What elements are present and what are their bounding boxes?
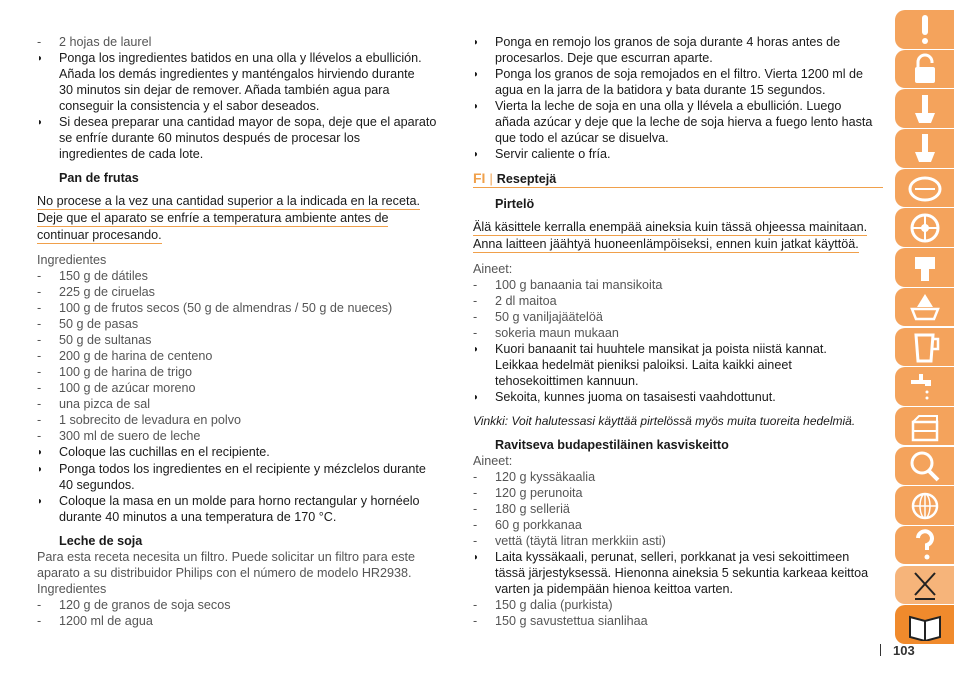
- bullet-icon: ◗: [37, 464, 44, 475]
- text-line: Laita kyssäkaali, perunat, selleri, porkkanat ja vesi sekoittimeen: [495, 550, 850, 564]
- citrus-press-icon: [907, 291, 943, 323]
- list-item: - 50 g de sultanas: [37, 333, 152, 347]
- section-heading-shake: Pirtelö: [495, 197, 535, 211]
- grating-disc-icon: [907, 212, 943, 244]
- bullet-icon: ◗: [473, 37, 480, 48]
- storage-icon: [907, 410, 943, 442]
- list-item: - una pizca de sal: [37, 397, 151, 411]
- bullet-step: [473, 549, 883, 597]
- list-item: - 50 g vaniljajäätelöä: [473, 310, 603, 324]
- soy-ingredients-list: [37, 597, 445, 629]
- text-line: continuar procesando.: [37, 228, 162, 242]
- bullet-step: [37, 461, 445, 493]
- text-line: Ponga todos los ingredientes en el recipiente y mézclelos durante: [59, 462, 426, 476]
- shake-note: [473, 219, 883, 253]
- soup-ingredients-list: [473, 469, 883, 549]
- soup-step: [473, 549, 883, 597]
- text-line: agua en la jarra de la batidora y bata durante 15 segundos.: [495, 83, 826, 97]
- text-line: No procese a la vez una cantidad superior a la indicada en la receta.: [37, 194, 420, 208]
- slicing-disc-icon: [907, 172, 943, 204]
- language-header: [473, 170, 883, 188]
- bullet-icon: ◗: [37, 53, 44, 64]
- text-line: Si desea preparar una cantidad mayor de sopa, deje que el aparato: [59, 115, 437, 129]
- text-line: Servir caliente o fría.: [495, 147, 611, 161]
- left-column: [37, 34, 445, 629]
- text-line: durante 40 minutos a una temperatura de 170 °C.: [59, 510, 337, 524]
- language-code: FI: [473, 170, 486, 186]
- soy-intro: [37, 549, 445, 581]
- section-heading-soy-milk: Leche de soja: [59, 534, 143, 548]
- recipe-book-icon: [907, 609, 943, 641]
- list-item: - vettä (täytä litran merkkiin asti): [473, 534, 666, 548]
- bullet-icon: ◗: [37, 496, 44, 507]
- list-item: - sokeria maun mukaan: [473, 326, 619, 340]
- text-line: 40 segundos.: [59, 478, 135, 492]
- bullet-icon: ◗: [473, 552, 480, 563]
- sidebar-tab: [895, 50, 954, 89]
- soup-steps: [37, 50, 445, 162]
- text-line: Ponga en remojo los granos de soja durante 4 horas antes de: [495, 35, 841, 49]
- sidebar-tab: [895, 486, 954, 525]
- text-line: Para esta receta necesita un filtro. Puede solicitar un filtro para este: [37, 550, 416, 564]
- fruit-note: [37, 193, 445, 244]
- soup-ingredients-list-2: [473, 597, 883, 629]
- text-line: se enfríe durante 60 minutos después de procesar los: [59, 131, 361, 145]
- section-heading-soup: Ravitseva budapestiläinen kasviskeitto: [495, 438, 729, 452]
- list-item: - 100 g de azúcar moreno: [37, 381, 196, 395]
- text-line: Älä käsittele kerralla enempää aineksia kuin tässä ohjeessa mainitaan.: [473, 220, 868, 234]
- blender-icon: [907, 93, 943, 125]
- list-item: - 200 g de harina de centeno: [37, 349, 213, 363]
- sidebar-tab: [895, 248, 954, 287]
- bullet-step: [473, 34, 883, 66]
- right-column: [473, 34, 883, 629]
- bullet-icon: ◗: [37, 117, 44, 128]
- sidebar-tab: [895, 89, 954, 128]
- fruit-steps: [37, 444, 445, 525]
- disposal-icon: [907, 569, 943, 601]
- list-item: - 180 g selleriä: [473, 502, 570, 516]
- list-item: - 225 g de ciruelas: [37, 285, 155, 299]
- soy-ingredients-label: Ingredientes: [37, 582, 107, 596]
- magnifier-icon: [907, 450, 943, 482]
- shake-ingredients-list: [473, 277, 883, 341]
- text-line: 30 minutos sin dejar de remover. Añada también agua para: [59, 83, 390, 97]
- bullet-step: [473, 98, 883, 146]
- sidebar-tab: [895, 566, 954, 605]
- tap-icon: [907, 370, 943, 402]
- bullet-step: [473, 389, 883, 406]
- sidebar-tab: [895, 10, 954, 49]
- text-line: tehosekoittimen kannuun.: [495, 374, 639, 388]
- list-item: - 1200 ml de agua: [37, 614, 153, 628]
- sidebar-tabs: [895, 10, 954, 645]
- sidebar-tab: [895, 605, 954, 644]
- list-item: - 120 g de granos de soja secos: [37, 598, 231, 612]
- page-number: 103: [880, 643, 915, 658]
- list-item: - 120 g perunoita: [473, 486, 583, 500]
- text-line: varten ja pidempään hienoa keittoa varten.: [495, 582, 734, 596]
- list-item: - 300 ml de suero de leche: [37, 429, 201, 443]
- soup-aineet-label: Aineet:: [473, 454, 513, 468]
- text-line: Ponga los granos de soja remojados en el filtro. Vierta 1200 ml de: [495, 67, 864, 81]
- text-line: Kuori banaanit tai huuhtele mansikat ja poista niistä kannat.: [495, 342, 827, 356]
- aineet-label: Aineet:: [473, 262, 513, 276]
- bullet-icon: ◗: [473, 392, 480, 403]
- text-line: Coloque la masa en un molde para horno rectangular y hornéelo: [59, 494, 420, 508]
- question-icon: [907, 529, 943, 561]
- list-item: - 2 dl maitoa: [473, 294, 557, 308]
- text-line: Ponga los ingredientes batidos en una olla y llévelos a ebullición.: [59, 51, 422, 65]
- exclamation-icon: [907, 13, 943, 45]
- ingredients-label: Ingredientes: [37, 253, 107, 267]
- padlock-icon: [907, 53, 943, 85]
- text-line: añada azúcar y deje que la leche de soja hierva a fuego lento hasta: [495, 115, 873, 129]
- list-item: - 100 g de frutos secos (50 g de almendras / 50 g de nueces): [37, 301, 393, 315]
- text-line: Anna laitteen jäähtyä huoneenlämpöiseksi, ennen kuin jatkat käyttöä.: [473, 237, 859, 251]
- list-item: - 2 hojas de laurel: [37, 35, 152, 49]
- jug-icon: [907, 331, 943, 363]
- list-item: - 150 g de dátiles: [37, 269, 148, 283]
- sidebar-tab: [895, 129, 954, 168]
- text-line: Deje que el aparato se enfríe a temperatura ambiente antes de: [37, 211, 389, 225]
- bullet-icon: ◗: [473, 149, 480, 160]
- fruit-ingredients-list: [37, 268, 445, 444]
- bullet-step: [37, 493, 445, 525]
- sidebar-tab: [895, 328, 954, 367]
- sidebar-tab: [895, 407, 954, 446]
- bullet-icon: ◗: [473, 344, 480, 355]
- bullet-step: [473, 146, 883, 163]
- blender-icon: [907, 132, 943, 164]
- list-item: - 150 g savustettua sianlihaa: [473, 614, 648, 628]
- list-item: - 1 sobrecito de levadura en polvo: [37, 413, 242, 427]
- text-line: tässä järjestyksessä. Hienonna aineksia 5 sekuntia karkeaa keittoa: [495, 566, 869, 580]
- text-line: procesarlos. Deje que escurran aparte.: [495, 51, 713, 65]
- tip-text: Vinkki: Voit halutessasi käyttää pirtelössä myös muita tuoreita hedelmiä.: [473, 414, 856, 428]
- text-line: Vierta la leche de soja en una olla y llévela a ebullición. Luego: [495, 99, 842, 113]
- text-line: que todo el azúcar se disuelva.: [495, 131, 669, 145]
- bullet-step: [37, 50, 445, 114]
- text-line: aparato a su distribuidor Philips con el número de modelo HR2938.: [37, 566, 412, 580]
- text-line: Coloque las cuchillas en el recipiente.: [59, 445, 270, 459]
- sidebar-tab: [895, 367, 954, 406]
- bullet-step: [473, 66, 883, 98]
- list-item: - 50 g de pasas: [37, 317, 139, 331]
- text-line: Leikkaa hedelmät pieniksi paloiksi. Laita kaikki aineet: [495, 358, 792, 372]
- text-line: Añada los demás ingredientes y manténgalos hirviendo durante: [59, 67, 415, 81]
- list-item: - 60 g porkkanaa: [473, 518, 582, 532]
- sidebar-tab: [895, 169, 954, 208]
- text-line: Sekoita, kunnes juoma on tasaisesti vaahdottunut.: [495, 390, 776, 404]
- bullet-icon: ◗: [473, 69, 480, 80]
- bullet-icon: ◗: [473, 101, 480, 112]
- sidebar-tab: [895, 288, 954, 327]
- sidebar-tab: [895, 208, 954, 247]
- list-item: - 100 g banaania tai mansikoita: [473, 278, 663, 292]
- text-line: conseguir la consistencia y el sabor deseados.: [59, 99, 320, 113]
- section-heading-fruit-bread: Pan de frutas: [59, 171, 139, 185]
- world-wide-icon: [907, 490, 943, 522]
- text-line: ingredientes de cada lote.: [59, 147, 204, 161]
- kneading-icon: [907, 251, 943, 283]
- list-item: - 150 g dalia (purkista): [473, 598, 613, 612]
- language-separator: |: [489, 172, 493, 186]
- sidebar-tab: [895, 526, 954, 565]
- sidebar-tab: [895, 447, 954, 486]
- list-item: - 120 g kyssäkaalia: [473, 470, 596, 484]
- shake-steps: [473, 341, 883, 406]
- soy-steps: [473, 34, 883, 163]
- bullet-step: [37, 114, 445, 162]
- bullet-step: [473, 341, 883, 389]
- bullet-icon: ◗: [37, 447, 44, 458]
- list-item: - 100 g de harina de trigo: [37, 365, 193, 379]
- language-title: Reseptejä: [496, 172, 557, 186]
- bullet-step: [37, 444, 445, 461]
